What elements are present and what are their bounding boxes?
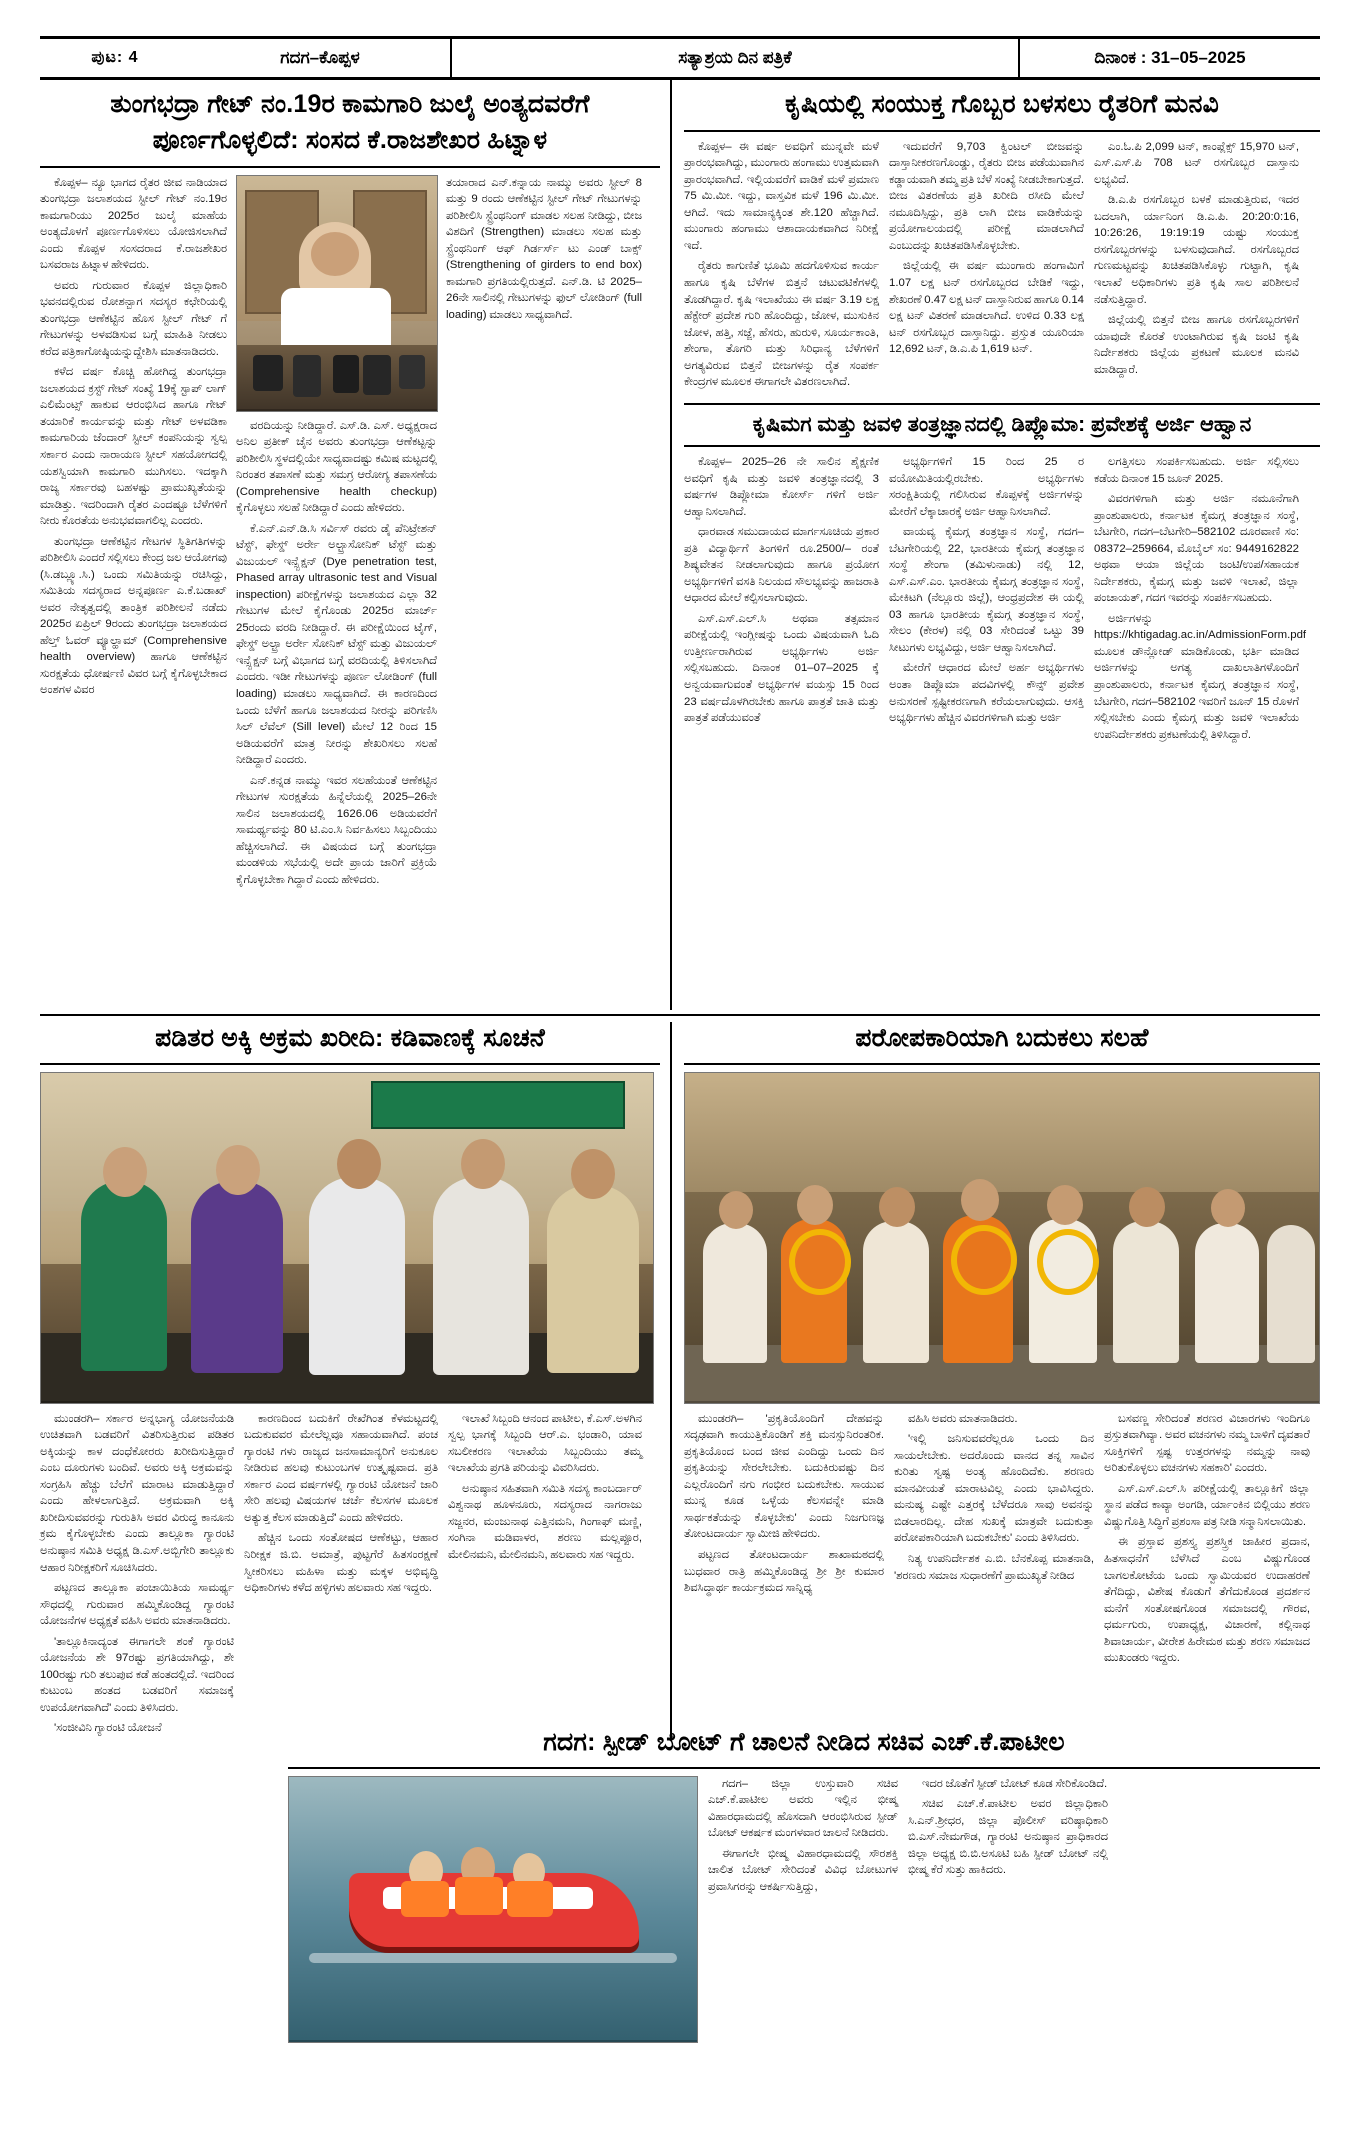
story6-photo	[288, 1776, 698, 2043]
story1-photo	[236, 175, 438, 412]
story2-col1: ಕೊಪ್ಪಳ– ಈ ವರ್ಷ ಅವಧಿಗೆ ಮುನ್ನವೇ ಮಳೆ ಪ್ರಾರಂಭವಾಗಿದ್ದು, ಮುಂಗಾರು ಹಂಗಾಮು ಉತ್ತಮವಾಗಿ ಪ್ರಾರಂಭವಾಗಿದೆ. ಇಲ್ಲಿಯವರೆಗೆ ವಾಡಿಕೆ ಮಳೆ ಪ್ರಮಾಣ 75 ಮಿ.ಮೀ. ಇದ್ದು, ವಾಸ್ತವಿಕ ಮಳೆ 196 ಮಿ.ಮೀ. ಆಗಿದೆ. ಇದು ಸಾಮಾನ್ಯಕ್ಕಿಂತ ಶೇ.120 ಹೆಚ್ಚಾಗಿದೆ. ಮುಂಗಾರು ಹಂಗಾಮು ಆಶಾದಾಯಕವಾಗಿದ ನಿರೀಕ್ಷೆ ಇದೆ. ರೈತರು ಕಾಗುಣಿತೆ ಭೂಮಿ ಹದಗೊಳಿಸುವ ಕಾರ್ಯ ಹಾಗೂ ಕೃಷಿ ಬೆಳೆಗಳ ಬಿತ್ತನೆ ಚಟುವಟಿಕೆಗಳಲ್ಲಿ ತೊಡಗಿದ್ದಾರೆ. ಕೃಷಿ ಇಲಾಖೆಯು ಈ ವರ್ಷ 3.19 ಲಕ್ಷ ಹೆಕ್ಟೇರ್ ಪ್ರದೇಶ ಗುರಿ ಹೊಂದಿದ್ದು, ಜೋಳ, ಮುಸುಕಿನ ಜೋಳ, ಹತ್ತಿ, ಸಜ್ಜೆ, ಹೆಸರು, ಹುರುಳಿ, ಸೂರ್ಯಕಾಂತಿ, ಶೇಂಗಾ, ತೊಗರಿ ಮತ್ತು ಸಿರಿಧಾನ್ಯ ಬೆಳೆಗಳಿಗೆ ಅಗತ್ಯವಿರುವ ಬಿತ್ತನೆ ಬೀಜಗಳನ್ನು ರೈತ ಸಂಪರ್ಕ ಕೇಂದ್ರಗಳ ಮೂಲಕ ಈಗಾಗಲೇ ವಿತರಣಲಾಗಿದೆ.	[684, 140, 879, 389]
story4-col1: ಮುಂಡರಗಿ– ಸರ್ಕಾರ ಅನ್ನಭಾಗ್ಯ ಯೋಜನೆಯಡಿ ಉಚಿತವಾಗಿ ಬಡವರಿಗೆ ವಿತರಿಸುತ್ತಿರುವ ಪಡಿತರ ಅಕ್ಕಿಯನ್ನು ಕಾಳ ದಂಧೆಕೋರರು ಖರೀದಿಸುತ್ತಿದ್ದಾರೆ ಎಂಬ ದೂರುಗಳು ಬಂದಿವೆ. ಅವರು ಅಕ್ಕಿ ಅಕ್ರಮವನ್ನು ಸಂಗ್ರಹಿಸಿ ಹೆಚ್ಚು ಬೆಲೆಗೆ ಮಾರಾಟ ಮಾಡುತ್ತಿದ್ದಾರೆ ಎಂದು ಹೇಳಲಾಗುತ್ತಿದೆ. ಅಕ್ರಮವಾಗಿ ಅಕ್ಕಿ ಖರೀದಿಸುವವರನ್ನು ಗುರುತಿಸಿ ಅವರ ವಿರುದ್ಧ ಕಾನೂನು ಕ್ರಮ ಕೈಗೊಳ್ಳಬೇಕು ಎಂದು ತಾಲ್ಲೂಕಾ ಗ್ಯಾರಂಟಿ ಅನುಷ್ಠಾನ ಸಮಿತಿ ಅಧ್ಯಕ್ಷ ಡಿ.ಎಸ್.ಅಬ್ಬಿಗೇರಿ ತಾಲ್ಲೂಕು ಆಹಾರ ನಿರೀಕ್ಷಕರಿಗೆ ಸೂಚಿಸಿದರು. ಪಟ್ಟಣದ ತಾಲ್ಲೂಕಾ ಪಂಚಾಯಿತಿಯ ಸಾಮರ್ಥ್ಯ ಸೌಧದಲ್ಲಿ ಗುರುವಾರ ಹಮ್ಮಿಕೊಂಡಿದ್ದ ಗ್ಯಾರಂಟಿ ಯೋಜನೆಗಳ ಅಧ್ಯಕ್ಷತೆ ವಹಿಸಿ ಅವರು ಮಾತನಾಡಿದರು. 'ತಾಲ್ಲೂಕಿನಾದ್ಯಂತ ಈಗಾಗಲೇ ಶಂಕೆ ಗ್ಯಾರಂಟಿ ಯೋಜನೆಯ ಶೇ 97ರಷ್ಟು ಪ್ರಗತಿಯಾಗಿದ್ದು, ಶೇ 100ರಷ್ಟು ಗುರಿ ತಲುಪುವ ಕಡೆ ಹಂತದಲ್ಲಿದೆ. ಇದರಿಂದ ಕುಟುಂಬ ಹಂತದ ಬಡವರಿಗೆ ಸಮಾಜಕ್ಕೆ ಉಪಯೋಗವಾಗಿದೆ' ಎಂದು ತಿಳಿಸಿದರು. 'ಸಂಜೀವಿನಿ ಗ್ಯಾರಂಟಿ ಯೋಜನೆ	[40, 1412, 234, 1735]
story4-col2: ಕಾರಣದಿಂದ ಬದುಕಿಗೆ ರೇಖೆಗಿಂತ ಕೆಳಮಟ್ಟದಲ್ಲಿ ಬದುಕುವವರ ಮೇಲೆಲ್ಲವೂ ಸಹಾಯವಾಗಿದೆ. ಪಂಚ ಗ್ಯಾರಂಟಿ ಗಳು ರಾಜ್ಯದ ಜನಸಾಮಾನ್ಯರಿಗೆ ಅನುಕೂಲ ನೀಡಿರುವ ಹಲವು ಕುಟುಂಬಗಳ ಉತ್ಕೃಷ್ಟವಾದ. ಪ್ರತಿ ಸರ್ಕಾರ ಎಂದ ವರ್ಷಗಳಲ್ಲಿ ಗ್ಯಾರಂಟಿ ಯೋಜನೆ ಜಾರಿ ಸೇರಿ ಹಲವು ವಿಷಯಗಳ ಚರ್ಚೆ ಕೆಲಸಗಳ ಮೂಲಕ ಅತ್ಯುತ್ತ ಕೆಲಸ ಮಾಡುತ್ತಿದೆ' ಎಂದು ಹೇಳಿದರು. ಹೆಚ್ಚಿನ ಒಂದು ಸಂತೋಷದ ಆಣೆಕಟ್ಟು, ಆಹಾರ ನಿರೀಕ್ಷಕ ಜಿ.ಬಿ. ಅಮಾತ್ರೆ, ಪುಟ್ಟಗೆರೆ ಹಿತಸಂರಕ್ಷಣೆ ಸ್ವೀಕರಿಸಲು ಮಹಿಳಾ ಮತ್ತು ಮಕ್ಕಳ ಅಭಿವೃದ್ಧಿ ಅಧಿಕಾರಿಗಳು ಕಳೆದ ಹಳ್ಳಿಗಳು ಹಲವಾರು ಸಹ ಇದ್ದರು.	[244, 1412, 438, 1595]
story5-col2: ವಹಿಸಿ ಅವರು ಮಾತನಾಡಿದರು. 'ಇಲ್ಲಿ ಜನಿಸುವವರೆಲ್ಲರೂ ಒಂದು ದಿನ ಸಾಯಲೇಬೇಕು. ಅದರೊಂದು ವಾನದ ತನ್ನ ಸಾವಿನ ಕುರಿತು ಸ್ವಷ್ಟ ಅಂತ್ಯ ಹೊಂದಿದೆಕು. ಶರಣರು ಮಾನವೀಯತೆ ಮಾರಾಟವಿಲ್ಲ ಎಂದು ಭಾವಿಸಿದ್ದರು. ಮನುಷ್ಯ ಎಷ್ಟೇ ಎತ್ತರಕ್ಕೆ ಬೆಳೆದರೂ ಸಾವು ಅವನನ್ನು ಬಿಡಲಾರದಿಲ್ಲ. ದೇಹ ಸುಖಕ್ಕೆ ಮಾತ್ರವೇ ಬದುಕುತ್ತಾ ಪರೋಪಕಾರಿಯಾಗಿ ಬದುಕಬೇಕು' ಎಂದು ತಿಳಿಸಿದರು. ನಿತ್ಯ ಉಪನಿರ್ದೇಶಕ ಎ.ಬಿ. ಬೆನಕೊಪ್ಪ ಮಾತನಾಡಿ, 'ಶರಣರು ಸಮಾಜ ಸುಧಾರಣೆಗೆ ಪ್ರಾಮುಖ್ಯತೆ ನೀಡಿದ	[894, 1412, 1094, 1582]
story5-photo	[684, 1072, 1320, 1404]
divider	[684, 403, 1320, 405]
story1-col1: ಕೊಪ್ಪಳ– ನ್ಯೂ ಭಾಗದ ರೈತರ ಜೀವ ನಾಡಿಯಾದ ತುಂಗಭದ್ರಾ ಜಲಾಶಯದ ಸ್ಟೀಲ್ ಗೇಟ್ ನಂ.19ರ ಕಾಮಗಾರಿಯು 2025ರ ಜುಲೈ ಮಾಹೆಯ ಅಂತ್ಯದೊಳಗೆ ಪೂರ್ಣಗೊಳಿಸಲು ಯೋಜಿಸಲಾಗಿದೆ ಎಂದು ಕೊಪ್ಪಳ ಸಂಸದರಾದ ಕೆ.ರಾಜಶೇಖರ ಬಸವರಾಜ ಹಿಟ್ನಾಳ ಹೇಳಿದರು. ಅವರು ಗುರುವಾರ ಕೊಪ್ಪಳ ಜಿಲ್ಲಾಧಿಕಾರಿ ಭವನದಲ್ಲಿರುವ ರೋಶನ್ಬಾಗ ಸದಸ್ಯರ ಕಛೇರಿಯಲ್ಲಿ ತುಂಗಭದ್ರಾ ಆಣೆಕಟ್ಟಿನ ಹೊಸ ಸ್ಟೀಲ್ ಗೇಟ್ ಗೆ ಗೇಟುಗಳನ್ನು ಅಳವಡಿಸುವ ಬಗ್ಗೆ ಮಾಹಿತಿ ನೀಡಲು ಕರೆದ ಪತ್ರಿಕಾಗೋಷ್ಠಿಯನ್ನುದ್ದೇಶಿಸಿ ಮಾತನಾಡಿದರು. ಕಳೆದ ವರ್ಷ ಕೊಚ್ಚಿ ಹೋಗಿದ್ದ ತುಂಗಭದ್ರಾ ಜಲಾಶಯದ ಕ್ರಸ್ಟ್ ಗೇಟ್ ಸಂಖ್ಯೆ 19ಕ್ಕೆ ಸ್ಟಾಪ್ ಲಾಗ್ ಎಲಿಮೆಂಟ್ಸ್ ಹಾಕುವ ಆರಂಭಿಸಿದ ಹಾಗೂ ಗೇಟ್ ತಯಾರಿಕೆ ಕಾರ್ಯವನ್ನು ಮತ್ತು ಗೇಟ್ ಅಳವಡಿಕಾ ಕಾಮಗಾರಿಯ ಜೆಂದಾರ್ ಸ್ಟೀಲ್ ಕಂಪನಿಯನ್ನು ಸ್ವಲ್ಪ ಸರ್ಕಾರ ಎಂದು ನಾರಾಯಣ ಸ್ಟೀಲ್ ಸಹಯೋಗದಲ್ಲಿ ಯಶಸ್ವಿಯಾಗಿ ಕಾಮಗಾರಿ ಮುಗಿಸಲು. ಇದಕ್ಕಾಗಿ ರಾಜ್ಯ ಸರ್ಕಾರವು ಬಹಳಷ್ಟು ಪ್ರಾಮುಖ್ಯತೆಯನ್ನು ಮಾಡಿತ್ತು. ಇದರಿಂದಾಗಿ ರೈತರ ಎಂದಷ್ಟೂ ಬೆಳೆಗಳಿಗೆ ನೀರು ಕೊರತೆಯ ಅನುಭವವಾಗಲಿಲ್ಲ ಎಂದರು. ತುಂಗಭದ್ರಾ ಆಣೆಕಟ್ಟಿನ ಗೇಟಗಳ ಸ್ಥಿತಿಗತಿಗಳನ್ನು ಪರಿಶೀಲಿಸಿ ಎಂದರೆ ಸಲ್ಲಿಸಲು ಕೇಂದ್ರ ಜಲ ಆಯೋಗವು (ಸಿ.ಡಬ್ಲ್ಯೂ.ಸಿ.) ಒಂದು ಸಮಿತಿಯನ್ನು ರಚಿಸಿದ್ದು, ಸಮಿತಿಯ ಸದಸ್ಯರಾದ ಅನ್ನಪೂರ್ಣ ಎ.ಕೆ.ಬಡಾಖ್ ಅವರ ನೇತೃತ್ವದಲ್ಲಿ ತಾಂತ್ರಿಕ ಪರಿಶೀಲನೆ ನಡೆದು 2025ರ ಏಪ್ರಿಲ್ 9ರಂದು ತುಂಗಭದ್ರಾ ಜಲಾಶಯದ ಹೆಲ್ತ್ ಓವರ್ ವ್ಯೂಲ್ಹಾಮ್ (Comprehensive health overview) ಹಾಗೂ ಆಣೆಕಟ್ಟಿನ ಸುರಕ್ಷತೆಯ ಧೋರ್ಷಣಿ ವಿವರ ಬಗ್ಗೆ ಕೈಗೊಳ್ಳಬೇಕಾದ ಅಂಶಗಳ ವಿವರ	[40, 176, 227, 697]
story1-headline-line1: ತುಂಗಭದ್ರಾ ಗೇಟ್ ನಂ.19ರ ಕಾಮಗಾರಿ ಜುಲೈ ಅಂತ್ಯದವರೆಗೆ	[110, 90, 590, 118]
masthead	[40, 36, 1320, 80]
divider	[288, 1767, 1320, 1769]
edition-place: ಗದಗ–ಕೊಪ್ಪಳ	[280, 48, 360, 67]
story3-headline: ಕೃಷಿಮಗ ಮತ್ತು ಜವಳಿ ತಂತ್ರಜ್ಞಾನದಲ್ಲಿ ಡಿಪ್ಲೊಮಾ: ಪ್ರವೇಶಕ್ಕೆ ಅರ್ಜಿ ಆಹ್ವಾನ	[752, 412, 1252, 436]
story4-col3: ಇಲಾಖೆ ಸಿಬ್ಬಂದಿ ಆನಂದ ಪಾಟೀಲ, ಕೆ.ಎಸ್.ಅಳಗಿನ ಸ್ವಲ್ಪ ಭಾಗಕ್ಕೆ ಸಿಬ್ಬಂದಿ ಆರ್.ಎ. ಭಂಡಾರಿ, ಯಾವ ಸಬಲೀಕರಣ ಇಲಾಖೆಯ ಸಿಬ್ಬಂದಿಯು ತಮ್ಮ ಇಲಾಖೆಯ ಪ್ರಗತಿ ಪರಿಯನ್ನು ವಿವರಿಸಿದರು. ಅನುಷ್ಠಾನ ಸಹಿತವಾಗಿ ಸಮಿತಿ ಸದಸ್ಯ ಕಾಂಬರ್ದಾರ್ ವಿಶ್ವನಾಥ ಹೂಳನೂರು, ಸದಸ್ಯರಾದ ನಾಗರಾಜು ಸಜ್ಜನರ, ಮಂಜುನಾಥ ಎತ್ತಿನಮನಿ, ಗಿಂಗಾಫ್ ಮಣ್ಣಿ, ಸಂಗಿನಾ ಮಡಿವಾಳರ, ಶರಣು ಮಲ್ಲಪ್ಪೂರ, ಮೇಲಿನಮನಿ, ಮೇಲಿನಮನಿ, ಹಲವಾರು ಸಹ ಇದ್ದರು.	[448, 1412, 642, 1561]
story2-headline: ಕೃಷಿಯಲ್ಲಿ ಸಂಯುಕ್ತ ಗೊಬ್ಬರ ಬಳಸಲು ರೈತರಿಗೆ ಮನವಿ	[785, 90, 1219, 118]
story6-col2: ಇದರ ಜೊತೆಗೆ ಸ್ಪೀಡ್ ಬೋಟ್ ಕೂಡ ಸೇರಿಕೊಂಡಿದೆ. ಸಚಿವ ಎಚ್.ಕೆ.ಪಾಟೀಲ ಅವರ ಜಿಲ್ಲಾಧಿಕಾರಿ ಸಿ.ಎನ್.ಶ್ರೀಧರ, ಜಿಲ್ಲಾ ಪೊಲೀಸ್ ವರಿಷ್ಠಾಧಿಕಾರಿ ಬಿ.ಎಸ್.ನೇಮಗೌಡ, ಗ್ಯಾರಂಟಿ ಅನುಷ್ಠಾನ ಪ್ರಾಧಿಕಾರದ ಜಿಲ್ಲಾ ಅಧ್ಯಕ್ಷ ಬಿ.ಬಿ.ಅಸೂಟಿ ಬಹಿ ಸ್ಪೀಡ್ ಬೋಟ್ ನಲ್ಲಿ ಭೀಷ್ಮ ಕೆರೆ ಸುತ್ತು ಹಾಕಿದರು.	[908, 1777, 1108, 1877]
story6-headline: ಗದಗ: ಸ್ಪೀಡ್ ಬೋಟ್ ಗೆ ಚಾಲನೆ ನೀಡಿದ ಸಚಿವ ಎಚ್.ಕೆ.ಪಾಟೀಲ	[543, 1728, 1065, 1756]
divider	[684, 1063, 1320, 1065]
story3-col3: ಲಗತ್ತಿಸಲು ಸಂಪರ್ಕಿಸಬಹುದು. ಅರ್ಜಿ ಸಲ್ಲಿಸಲು ಕಡೆಯ ದಿನಾಂಕ 15 ಜೂನ್ 2025. ವಿವರಗಳಿಗಾಗಿ ಮತ್ತು ಅರ್ಜಿ ನಮೂನೆಗಾಗಿ ಪ್ರಾಂಶುಪಾಲರು, ಕರ್ನಾಟಕ ಕೈಮಗ್ಗ ತಂತ್ರಜ್ಞಾನ ಸಂಸ್ಥೆ, ಬೆಟಗೇರಿ, ಗದಗ–ಬೆಟಗೇರಿ–582102 ದೂರವಾಣಿ ಸಂ: 08372–259664, ಮೊಬೈಲ್ ಸಂ: 9449162822 ಅಥವಾ ಆಯಾ ಜಿಲ್ಲೆಯ ಜಂಟಿ/ಉಪ/ಸಹಾಯಕ ನಿರ್ದೇಶಕರು, ಕೈಮಗ್ಗ ಮತ್ತು ಜವಳಿ ಇಲಾಖೆ, ಜಿಲ್ಲಾ ಪಂಚಾಯತ್, ಗದಗ ಇವರನ್ನು ಸಂಪರ್ಕಿಸಬಹುದು. ಅರ್ಜಿಗಳನ್ನು https://khtigadag.ac.in/AdmissionForm.pdf ಮೂಲಕ ಡೌನ್ಲೋಡ್ ಮಾಡಿಕೊಂಡು, ಭರ್ತಿ ಮಾಡಿದ ಅರ್ಜಿಗಳನ್ನು ಅಗತ್ಯ ದಾಖಲಾತಿಗಳೊಂದಿಗೆ ಪ್ರಾಂಶುಪಾಲರು, ಕರ್ನಾಟಕ ಕೈಮಗ್ಗ ತಂತ್ರಜ್ಞಾನ ಸಂಸ್ಥೆ, ಬೆಟಗೇರಿ, ಗದಗ–582102 ಇವರಿಗೆ ಜೂನ್ 15 ರೊಳಗೆ ಸಲ್ಲಿಸಬೇಕು ಎಂದು ಕೈಮಗ್ಗ ಮತ್ತು ಜವಳಿ ಇಲಾಖೆಯ ಉಪನಿರ್ದೇಶಕರು ಪ್ರಕಟಣೆಯಲ್ಲಿ ತಿಳಿಸಿದ್ದಾರೆ.	[1094, 456, 1307, 741]
story1-headline-line2: ಪೂರ್ಣಗೊಳ್ಳಲಿದೆ: ಸಂಸದ ಕೆ.ರಾಜಶೇಖರ ಹಿಟ್ನಾಳ	[152, 125, 548, 154]
story5-headline: ಪರೋಪಕಾರಿಯಾಗಿ ಬದುಕಲು ಸಲಹೆ	[855, 1024, 1149, 1052]
story4-photo	[40, 1072, 654, 1404]
divider	[40, 166, 660, 168]
page-number: ಪುಟ: 4	[91, 49, 139, 66]
divider	[684, 445, 1320, 447]
newspaper-sheet	[40, 36, 1320, 2114]
story6-col1: ಗದಗ– ಜಿಲ್ಲಾ ಉಸ್ತುವಾರಿ ಸಚಿವ ಎಚ್.ಕೆ.ಪಾಟೀಲ ಅವರು ಇಲ್ಲಿನ ಭೀಷ್ಮ ವಿಹಾರಧಾಮದಲ್ಲಿ ಹೊಸದಾಗಿ ಆರಂಭಿಸಿರುವ ಸ್ಪೀಡ್ ಬೋಟ್ ಆಕರ್ಷಕ ಮಂಗಳವಾರ ಚಾಲನೆ ನೀಡಿದರು. ಈಗಾಗಲೇ ಭೀಷ್ಮ ವಿಹಾರಧಾಮದಲ್ಲಿ ಸೌರಶಕ್ತಿ ಚಾಲಿತ ಬೋಟ್ ಸೇರಿದಂತೆ ವಿವಿಧ ಬೋಟುಗಳ ಪ್ರವಾಸಿಗರನ್ನು ಆಕರ್ಷಿಸುತ್ತಿದ್ದು,	[708, 1777, 898, 1893]
issue-date: ದಿನಾಂಕ : 31–05–2025	[1094, 48, 1246, 67]
paper-title: ಸತ್ಯಾಶ್ರಯ ದಿನ ಪತ್ರಿಕೆ	[450, 39, 1020, 77]
divider	[684, 130, 1320, 132]
divider	[40, 1063, 660, 1065]
story3-col2: ಅಭ್ಯರ್ಥಿಗಳಿಗೆ 15 ರಿಂದ 25 ರ ವಯೋಮಿತಿಯಲ್ಲಿರಬೇಕು. ಅಭ್ಯರ್ಥಿಗಳು ಸರಂಕ್ಷಿತಿಯಲ್ಲಿ ಗಲಿಸಿರುವ ಕೊಪ್ಪಳಕ್ಕೆ ಅರ್ಜಿಗಳನ್ನು ಮೇರೆಗೆ ಲೆಕ್ಕಾಚಾರಕ್ಕೆ ಅರ್ಜಿ ಆಹ್ವಾನಿಸಲಾಗಿದೆ. ವಾಯವ್ಯ ಕೈಮಗ್ಗ ತಂತ್ರಜ್ಞಾನ ಸಂಸ್ಥೆ, ಗದಗ–ಬೆಟಗೇರಿಯಲ್ಲಿ 22, ಭಾರತೀಯ ಕೈಮಗ್ಗ ತಂತ್ರಜ್ಞಾನ ಸಂಸ್ಥೆ ಶೇಂಗಾ (ತಮಿಳುನಾಡು) ನಲ್ಲಿ 12, ಎಸ್.ಎಸ್.ಎಂ. ಭಾರತೀಯ ಕೈಮಗ್ಗ ತಂತ್ರಜ್ಞಾನ ಸಂಸ್ಥೆ, ಮೇಕಿಟಗಿ (ನೆಲ್ಲೂರು ಜಿಲ್ಲೆ), ಆಂಧ್ರಪ್ರದೇಶ ಈ ಯಲ್ಲಿ 03 ಹಾಗೂ ಭಾರತೀಯ ಕೈಮಗ್ಗ ತಂತ್ರಜ್ಞಾನ ಸಂಸ್ಥೆ, ಸೇಲಂ (ಕೇರಳ) ನಲ್ಲಿ 03 ಸೇರಿದಂತೆ ಒಟ್ಟು 39 ಸೀಟುಗಳು ಲಭ್ಯವಿದ್ದು, ಅರ್ಜಿ ಆಹ್ವಾನಿಸಲಾಗಿದೆ. ಮೇರೆಗೆ ಆಧಾರದ ಮೇಲೆ ಅರ್ಹ ಅಭ್ಯರ್ಥಿಗಳು ಅಂತಾ ಡಿಪ್ಲೊಮಾ ಪದವಿಗಳಲ್ಲಿ ಕೌನ್ಸ್ ಪ್ರವೇಶ ಅನುಸರಣೆ ಸ್ಪಷ್ಟೀಕರಣಗಾಗಿ ಕರೆಯಲಾಗುವುದು. ಆಸಕ್ತಿ ಅಭ್ಯರ್ಥಿಗಳು ಹೆಚ್ಚಿನ ವಿವರಗಳಿಗಾಗಿ ಮತ್ತು ಅರ್ಜಿ	[889, 456, 1084, 725]
story5-block	[672, 1022, 1320, 1671]
story2-col2: ಇದುವರೆಗೆ 9,703 ಕ್ವಿಂಟಲ್ ಬೀಜವನ್ನು ದಾಸ್ತಾನೀಕರಣಗೊಂಡ್ಡು, ರೈತರು ಬೀಜ ಪಡೆಯುವಾಗಿನ ಕಡ್ಡಾಯವಾಗಿ ತಮ್ಮ ಪ್ರತಿ ಬೆಳೆ ಸಂಖ್ಯೆ ನೀಡಬೇಕಾಗುತ್ತದೆ. ಬೀಜ ವಿತರಣೆಯ ಪ್ರತಿ ಖರೀದಿ ರಸೀದಿ ಮೇಲೆ ನಮೂದಿಸ್ಸಿದ್ದು, ಪ್ರತಿ ಲಾಗಿ ಬೀಜ ವಾಡಿಕೆಯನ್ನು ಪ್ರಯೋಗಾಲಯದಲ್ಲಿ ಪರೀಕ್ಷೆ ಮಾಡಲಾಗಿದೆ ಎಂಬುದನ್ನು ಖಚಿತಪಡಿಸಿಕೊಳ್ಳಬೇಕು. ಜಿಲ್ಲೆಯಲ್ಲಿ ಈ ವರ್ಷ ಮುಂಗಾರು ಹಂಗಾಮಿಗೆ 1.07 ಲಕ್ಷ ಟನ್ ರಸಗೊಬ್ಬರದ ಬೇಡಿಕೆ ಇದ್ದು, ಶೇಖರಣೆ 0.47 ಲಕ್ಷ ಟನ್ ದಾಸ್ತಾನಿರುವ ಹಾಗೂ 0.14 ಲಕ್ಷ ಟನ್ ವಿತರಣೆ ಮಾಡಲಾಗಿದೆ. ಉಳಿದ 0.33 ಲಕ್ಷ ಟನ್ ರಸಗೊಬ್ಬರ ದಾಸ್ತಾನಿದ್ದು. ಪ್ರಸ್ತುತ ಯೂರಿಯಾ 12,692 ಟನ್, ಡಿ.ಎ.ಪಿ 1,619 ಟನ್.	[889, 140, 1084, 356]
story5-col3: ಬಸವಣ್ಣ ಸೇರಿದಂತೆ ಶರಣರ ವಿಚಾರಗಳು ಇಂದಿಗೂ ಪ್ರಸ್ತುತವಾಗಿವ್ಯಾ. ಅವರ ವಚನಗಳು ನಮ್ಮ ಬಾಳಿಗೆ ದೃವತಾರೆ ಸೂಕ್ತಿಗಳಿಗೆ ಸ್ಪಷ್ಟ ಉತ್ತರಗಳನ್ನು ನಮ್ಮನ್ನು ನಾವು ಅರಿತುಕೊಳ್ಳಲು ವಚನಗಳು ಸಹಕಾರಿ' ಎಂದರು. ಎಸ್.ಎಸ್.ಎಲ್.ಸಿ ಪರೀಕ್ಷೆಯಲ್ಲಿ ತಾಲ್ಲೂಕಿಗೆ ಜಿಲ್ಲಾ ಸ್ಥಾನ ಪಡೆದ ಕಾವ್ಯಾ ಅಂಗಡಿ, ರ್ಯಾಂಕಿನ ಬಿಲ್ಲಿಯು ಶರಣ ವಿಷ್ಣುಗೊತ್ತಿ ಸಿದ್ಧಿಗೆ ಪ್ರಶಂಸಾ ಪತ್ರ ನೀಡಿ ಸನ್ಮಾನಿಸಲಾಯಿತು. ಈ ಪ್ರಸ್ತಾವ ಪ್ರಶಸ್ತ್ಯ ಪ್ರಶಸ್ತ್ರಿಕ ಜಾಹೀರ ಪ್ರದಾನ, ಹಿತಸಾಧನೆಗೆ ಬೆಳೆಸಿದೆ ಎಂಬ ವಿಷ್ಣುಗೊಂಡ ಬಾಗಲಕೋಟೆಯ ಒಂದು ಸ್ವಾಮಿಯವರ ಉದಾಹರಣೆ ತೆಗೆದಿದ್ದು, ವಿಶೇಷ ಕೊಡುಗೆ ತೆಗೆದುಕೊಂಡ ಪ್ರದರ್ಶನ ಮನೆಗೆ ಸಂತೋಷಗೊಂಡ ಸಮಾಜದಲ್ಲಿ ಗೌರವ, ಧರ್ಮಗುರು, ಉಪಾಧ್ಯಕ್ಷ, ವಿಚಾರಣೆ, ಕಲ್ಲಿನಾಥ ಶಿವಾಚಾರ್ಯ, ವೀರೇಶ ಹಿರೇಮಠ ಮತ್ತು ಶರಣ ಸಮಾಜದ ಮುಖಂಡರು ಇದ್ದರು.	[1104, 1412, 1310, 1665]
story4-block	[40, 1022, 670, 1741]
story1-photo-caption	[237, 409, 437, 411]
story6-photo-caption	[289, 2040, 697, 2042]
story4-headline: ಪಡಿತರ ಅಕ್ಕಿ ಅಕ್ರಮ ಖರೀದಿ: ಕಡಿವಾಣಕ್ಕೆ ಸೂಚನೆ	[155, 1024, 545, 1052]
story5-col1: ಮುಂಡರಗಿ– 'ಪ್ರಕೃತಿಯೊಂದಿಗೆ ದೇಹವನ್ನು ಸದೃಢವಾಗಿ ಕಾಯುತ್ತಿಕೊಂಡಿಗೆ ಶಕ್ತಿ ಮನಸ್ಸುನಿರಂತರಿಕ. ಪ್ರಕೃತಿಯೊಂದ ಬಂದ ಜೀವ ಎಂದಿದ್ದು ಒಂದು ದಿನ ಪ್ರಕೃತಿಯನ್ನು ಸೇರಲೇಬೇಕು. ಬದುಕಿರುವಷ್ಟು ದಿನ ಎಲ್ಲರೊಂದಿಗೆ ನಗು ಗಂಭೀರ ಬದುಕಬೇಕು. ಸಾಯುವ ಮುನ್ನ ಕೂಡ ಒಳ್ಳೆಯ ಕೆಲಸವನ್ನೇ ಮಾಡಿ ಸಾರ್ಥಕತೆಯನ್ನು ಕೊಳ್ಳಬೇಕು' ಎಂದು ನಿಜಗುಣಜ್ಞ ತೋಂಟದಾರ್ಯ ಸ್ವಾಮೀಜಿ ಹೇಳಿದರು. ಪಟ್ಟಣದ ತೋಂಟದಾರ್ಯ ಶಾಖಾಮಠದಲ್ಲಿ ಬುಧವಾರ ರಾತ್ರಿ ಹಮ್ಮಿಕೊಂಡಿದ್ದ ಶ್ರೀ ಶ್ರೀ ಕುಮಾರ ಶಿವಸಿದ್ಧಾರ್ಥ ಕಾರ್ಯಕ್ರಮದ ಸಾನ್ನಿಧ್ಯ	[684, 1412, 884, 1595]
lower-half	[40, 1022, 1320, 1741]
story4-photo-caption	[41, 1401, 653, 1403]
story1-col3: ತಯಾರಾದ ಎನ್.ಕನ್ನಾಯ ನಾಮ್ಮು ಅವರು ಸ್ಟೀಲ್ 8 ಮತ್ತು 9 ರಂದು ಆಣೆಕಟ್ಟಿನ ಸ್ಟೀಲ್ ಗೇಟ್ ಗೇಟುಗಳನ್ನು ಪರಿಶೀಲಿಸಿ ಸ್ಟ್ರೆಂಥನಿಂಗ್ ಮಾಡಲ ಸಲಹ ನೀಡಿದ್ದು, ಬೀಜ ವಿಶದಿಗೆ (Strengthen) ಮಾಡಲು ಸಲಹ ಮತ್ತು ಸ್ಟ್ರೆಂಥನಿಂಗ್ ಆಫ್ ಗಿರ್ಡರ್ಸ್ ಟು ಎಂಡ್ ಬಾಕ್ಸ್ (Strengthening of girders to end box) ಕಾಮಗಾರಿ ಪ್ರಗತಿಯಲ್ಲಿರುತ್ತದೆ. ಎನ್.ಡಿ. ಟಿ 2025–26ನೇ ಸಾಲಿನಲ್ಲಿ ಗೇಟುಗಳನ್ನು ಫುಲ್ ಲೋಡಿಂಗ್ (full loading) ಮಾಡಲು ಸಾಧ್ಯವಾಗಿದೆ.	[446, 176, 642, 321]
section-divider	[40, 1014, 1320, 1016]
story3-col1: ಕೊಪ್ಪಳ– 2025–26 ನೇ ಸಾಲಿನ ಶೈಕ್ಷಣಿಕ ಅವಧಿಗೆ ಕೃಷಿ ಮತ್ತು ಜವಳಿ ತಂತ್ರಜ್ಞಾನದಲ್ಲಿ 3 ವರ್ಷಗಳ ಡಿಪ್ಲೋಮಾ ಕೋರ್ಸ್ ಗಳಿಗೆ ಅರ್ಜಿ ಆಹ್ವಾನಿಸಲಾಗಿದೆ. ಧಾರವಾಡ ಸಮುದಾಯದ ಮಾರ್ಗಸೂಚಿಯ ಪ್ರಕಾರ ಪ್ರತಿ ವಿದ್ಯಾರ್ಥಿಗೆ ತಿಂಗಳಿಗೆ ರೂ.2500/– ರಂತೆ ಶಿಷ್ಯವೇತನ ನೀಡಲಾಗುವುದು ಹಾಗೂ ಪ್ರಯೋಗ ಅಭ್ಯರ್ಥಿಗಳಿಗೆ ವಸತಿ ನಿಲಯದ ಸೌಲಭ್ಯವನ್ನು ಹಾಜರಾತಿ ಆಧಾರದ ಮೇಲೆ ಕಲ್ಪಿಸಲಾಗುವುದು. ಎಸ್.ಎಸ್.ಎಲ್.ಸಿ ಅಥವಾ ತತ್ಸಮಾನ ಪರೀಕ್ಷೆಯಲ್ಲಿ ಇಂಗ್ಲೀಷನ್ನು ಒಂದು ವಿಷಯವಾಗಿ ಓದಿ ಉತ್ತೀರ್ಣರಾಗಿರುವ ಅಭ್ಯರ್ಥಿಗಳು ಅರ್ಜಿ ಸಲ್ಲಿಸಬಹುದು. ದಿನಾಂಕ 01–07–2025 ಕ್ಕೆ ಅನ್ವಯವಾಗುವಂತೆ ಅಭ್ಯರ್ಥಿಗಳ ವಯಸ್ಸು 15 ರಿಂದ 23 ವರ್ಷದೊಳಗಿರಬೇಕು ಹಾಗೂ ಪಾತ್ರತೆ ಜಾತಿ ಮತ್ತು ಪಾತ್ರತೆ ಪಡೆಯುವಂತೆ	[684, 456, 879, 725]
story5-photo-caption	[685, 1401, 1319, 1403]
left-upper-block	[40, 80, 670, 1010]
right-upper-block	[672, 80, 1320, 1010]
story2-col3: ಎಂ.ಓ.ಪಿ 2,099 ಟನ್, ಕಾಂಪ್ಲೆಕ್ಸ್ 15,970 ಟನ್, ಎಸ್.ಎಸ್.ಪಿ 708 ಟನ್ ರಸಗೊಬ್ಬರ ದಾಸ್ತಾನು ಲಭ್ಯವಿದೆ. ಡಿ.ಎ.ಪಿ ರಸಗೊಬ್ಬರ ಬಳಕೆ ಮಾಡುತ್ತಿರುವ, ಇದರ ಬದಲಾಗಿ, ರ್ಯಾನಿಂಗ ಡಿ.ಎ.ಪಿ. 20:20:0:16, 10:26:26, 19:19:19 ಯಷ್ಟು ಸಂಯುಕ್ತ ರಸಗೊಬ್ಬರಗಳನ್ನು ಬಳಸುವುದಾಗಿದೆ. ರಸಗೊಬ್ಬರದ ಗುಣಮಟ್ಟವನ್ನು ಖಚಿತಪಡಿಸಿಕೊಳ್ಳು ಗುಟ್ಟಾಗಿ, ಕೃಷಿ ಇಲಾಖೆ ಅಧಿಕಾರಿಗಳು ಪ್ರತಿ ಕೃಷಿ ಸಾಲ ಪರಿಶೀಲನೆ ನಡೆಸುತ್ತಿದ್ದಾರೆ. ಜಿಲ್ಲೆಯಲ್ಲಿ ಬಿತ್ತನೆ ಬೀಜ ಹಾಗೂ ರಸಗೊಬ್ಬರಗಳಿಗೆ ಯಾವುದೇ ಕೊರತೆ ಉಂಟಾಗಿರುವ ಕೃಷಿ ಜಂಟಿ ಕೃಷಿ ನಿರ್ದೇಶಕರು ಜಿಲ್ಲೆಯ ಪ್ರಕಟಣೆ ಮೂಲಕ ಮನವಿ ಮಾಡಿದ್ದಾರೆ.	[1094, 140, 1299, 376]
story6-block	[288, 1726, 1320, 2043]
story1-col2: ವರದಿಯನ್ನು ನೀಡಿದ್ದಾರೆ. ಎಸ್.ಡಿ. ಎಸ್. ಅಧ್ಯಕ್ಷರಾದ ಅನಿಲ ಪ್ರತೀಕ್ ಚೈನ ಅವರು ತುಂಗಭದ್ರಾ ಆಣೆಕಟ್ಟನ್ನು ಪರಿಶೀಲಿಸಿ ಸ್ಥಳದಲ್ಲಿಯೇ ಸಾಧ್ಯವಾದಷ್ಟು ಕಮಿಷ ಮಟ್ಟದಲ್ಲಿ ನಿರಂತರ ತಪಾಸಣೆ ಮತ್ತು ಸಮಗ್ರ ಆರೋಗ್ಯ ತಪಾಸಣೆಯ (Comprehensive health checkup) ಕೈಗೊಳ್ಳಲು ಸಲಹೆ ನೀಡಿದ್ದಾರೆ ಎಂದು ಹೇಳಿದರು. ಕೆ.ಎನ್.ಎನ್.ಡಿ.ಸಿ ಸರ್ವಿಸ್ ರವರು ಡೈ ಪೆನಿಟ್ರೇಶನ್ ಟೆಸ್ಟ್, ಫೇಸ್ಡ್ ಅರ್ರೇ ಅಲ್ಟ್ರಾಸೋನಿಕ್ ಟೆಸ್ಟ್ ಮತ್ತು ವಿಜುಯಲ್ ಇನ್ಸ್ಪೆಕ್ಷನ್ (Dye penetration test, Phased array ultrasonic test and Visual inspection) ಪರೀಕ್ಷೆಗಳನ್ನು ಜಲಾಶಯದ ಎಲ್ಲಾ 32 ಗೇಟುಗಳ ಮೇಲೆ ಕೈಗೊಂಡು 2025ರ ಮಾರ್ಚ್ 25ರಂದು ವರದಿ ನೀಡಿದ್ದಾರೆ. ಈ ಪರೀಕ್ಷೆಯಿಂದ ಟೈಗ್, ಫೇಸ್ಡ್ ಅಲ್ಟ್ರಾ ಅರ್ರೇ ಸೋನಿಕ್ ಟೆಸ್ಟ್ ಮತ್ತು ವಿಜುಯಲ್ ಇನ್ಸ್ಪೆಕ್ಷನ್ ಬಗ್ಗೆ ವಿಭಾಗದ ಬಗ್ಗೆ ವರದಿಯಲ್ಲಿ ತಿಳಿಸಲಾಗಿದೆ ಎಂದರು. ಇಡೀ ಗೇಟುಗಳನ್ನು ಪೂರ್ಣ ಲೋಡಿಂಗ್ (full loading) ಮಾಡಲು ಸಾಧ್ಯವಾಗಿದೆ. ಈ ಕಾರಣದಿಂದ ಒಂದು ಬೆಳೆಗೆ ಹಾಗೂ ಜಲಾಶಯದ ನೀರನ್ನು ಪರಿಗಣಿಸಿ ಸಿಲ್ ಲೆವೆಲ್ (Sill level) ಮೇಲೆ 12 ರಿಂದ 15 ಅಡಿಯವರೆಗೆ ಮಾತ್ರ ನೀರನ್ನು ಶೇಖರಿಸಲು ಸಲಹೆ ನೀಡಿದ್ದಾರೆ ಎಂದರು. ಎನ್.ಕನ್ನಡ ನಾಮ್ಮು ಇವರ ಸಲಹೆಯಂತೆ ಆಣೆಕಟ್ಟಿನ ಗೇಟುಗಳ ಸುರಕ್ಷತೆಯ ಹಿನ್ನೆಲೆಯಲ್ಲಿ 2025–26ನೇ ಸಾಲಿನ ಜಲಾಶಯದಲ್ಲಿ 1626.06 ಅಡಿಯವರೆಗೆ ಸಾಮರ್ಥ್ಯವನ್ನು 80 ಟಿ.ಎಂ.ಸಿ ನಿರ್ವಹಿಸಲು ಸಿಬ್ಬಂದಿಯು ಹೆಚ್ಚಿಸಲಾಗಿದೆ. ಈ ವಿಷಯದ ಬಗ್ಗೆ ತುಂಗಭದ್ರಾ ಮಂಡಳಿಯ ಸಭೆಯಲ್ಲಿ ಅದೇ ಪ್ರಾಯ ಜಾರಿಗೆ ಪ್ರಕ್ರಿಯೆ ಕೈಗೊಳ್ಳಬೇಕಾ ಗಿದ್ದಾರೆ ಎಂದು ಹೇಳಿದರು.	[236, 419, 437, 886]
